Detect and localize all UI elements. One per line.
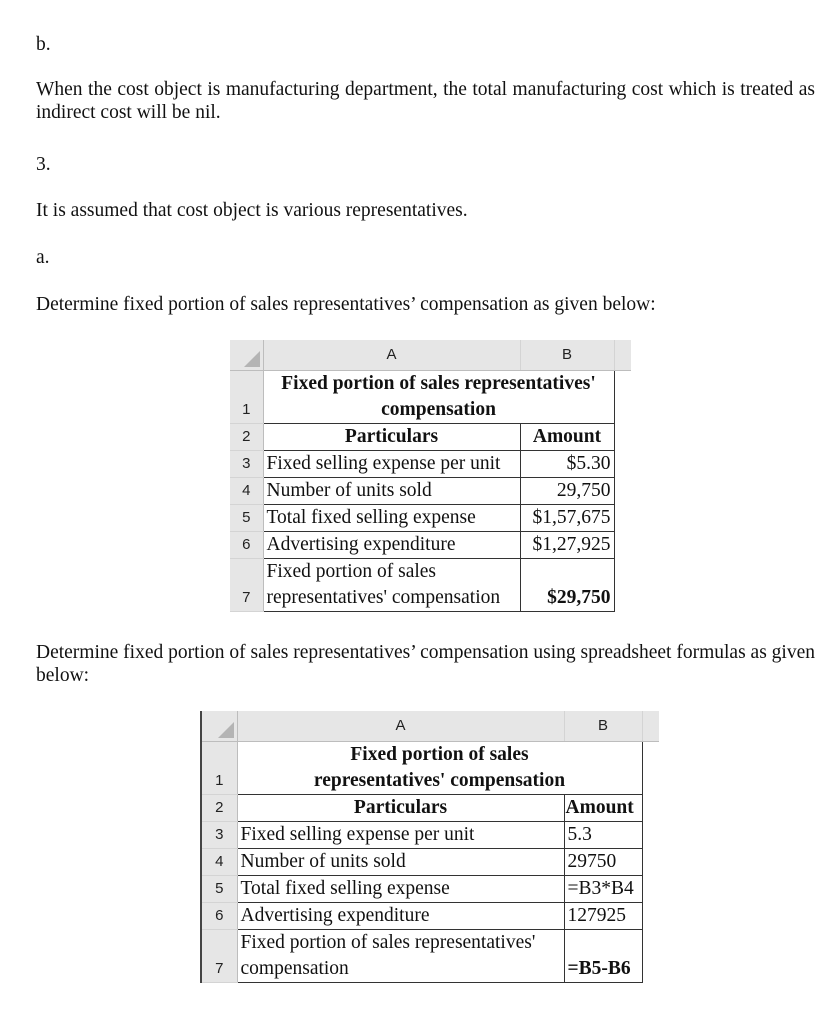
table-row bbox=[201, 876, 659, 903]
spreadsheet-values bbox=[230, 340, 631, 612]
table-row bbox=[201, 822, 659, 849]
row-header-5[interactable]: 5 bbox=[201, 876, 237, 903]
particular-cell[interactable]: Total fixed selling expense bbox=[263, 505, 520, 532]
row-header-6[interactable]: 6 bbox=[230, 532, 263, 559]
amount-cell[interactable]: 29,750 bbox=[520, 478, 614, 505]
particular-cell[interactable]: Fixed selling expense per unit bbox=[237, 822, 564, 849]
particular-cell[interactable]: Total fixed selling expense bbox=[237, 876, 564, 903]
paragraph-formula-intro: Determine fixed portion of sales representatives’ compensation using spreadsheet formulas as given below: bbox=[36, 642, 815, 686]
table-row bbox=[230, 559, 631, 612]
row-header-5[interactable]: 5 bbox=[230, 505, 263, 532]
table-title-cell[interactable]: Fixed portion of sales representatives' compensation bbox=[263, 371, 614, 424]
paragraph-3: It is assumed that cost object is various representatives. bbox=[36, 200, 468, 221]
column-header-a[interactable]: A bbox=[263, 340, 520, 371]
row-header-7[interactable]: 7 bbox=[230, 559, 263, 612]
row-header-1[interactable]: 1 bbox=[201, 742, 237, 795]
section-label-b: b. bbox=[36, 34, 51, 55]
spreadsheet-formulas bbox=[200, 711, 659, 983]
table-row bbox=[201, 930, 659, 983]
particular-cell[interactable]: Advertising expenditure bbox=[237, 903, 564, 930]
header-particulars[interactable]: Particulars bbox=[237, 795, 564, 822]
amount-cell[interactable]: $1,57,675 bbox=[520, 505, 614, 532]
column-header-b[interactable]: B bbox=[564, 711, 642, 742]
table-row bbox=[201, 903, 659, 930]
row-header-1[interactable]: 1 bbox=[230, 371, 263, 424]
header-particulars[interactable]: Particulars bbox=[263, 424, 520, 451]
paragraph-a: Determine fixed portion of sales representatives’ compensation as given below: bbox=[36, 294, 656, 315]
particular-cell[interactable]: Number of units sold bbox=[263, 478, 520, 505]
row-header-3[interactable]: 3 bbox=[230, 451, 263, 478]
select-all-corner[interactable] bbox=[201, 711, 237, 742]
column-header-b[interactable]: B bbox=[520, 340, 614, 371]
select-all-corner[interactable] bbox=[230, 340, 263, 371]
particular-cell[interactable]: Fixed selling expense per unit bbox=[263, 451, 520, 478]
section-label-a: a. bbox=[36, 247, 50, 268]
header-amount[interactable]: Amount bbox=[520, 424, 614, 451]
formula-cell[interactable]: 29750 bbox=[564, 849, 642, 876]
particular-cell[interactable]: Fixed portion of sales representatives' compensation bbox=[237, 930, 564, 983]
column-header-overflow bbox=[642, 711, 659, 742]
table-title-cell[interactable]: Fixed portion of sales representatives' compensation bbox=[237, 742, 642, 795]
formula-cell[interactable]: 127925 bbox=[564, 903, 642, 930]
amount-cell[interactable]: $5.30 bbox=[520, 451, 614, 478]
header-amount[interactable]: Amount bbox=[564, 795, 642, 822]
table-row bbox=[230, 478, 631, 505]
row-header-4[interactable]: 4 bbox=[201, 849, 237, 876]
amount-cell[interactable]: $1,27,925 bbox=[520, 532, 614, 559]
row-header-2[interactable]: 2 bbox=[230, 424, 263, 451]
result-amount-cell[interactable]: $29,750 bbox=[520, 559, 614, 612]
paragraph-b: When the cost object is manufacturing department, the total manufacturing cost which is treated as indirect cost will be nil. bbox=[36, 79, 815, 123]
section-label-3: 3. bbox=[36, 154, 51, 175]
table-row bbox=[230, 532, 631, 559]
particular-cell[interactable]: Fixed portion of sales representatives' compensation bbox=[263, 559, 520, 612]
formula-cell[interactable]: =B3*B4 bbox=[564, 876, 642, 903]
column-header-overflow bbox=[614, 340, 631, 371]
select-all-triangle-icon bbox=[244, 351, 260, 367]
row-header-2[interactable]: 2 bbox=[201, 795, 237, 822]
row-header-7[interactable]: 7 bbox=[201, 930, 237, 983]
row-header-6[interactable]: 6 bbox=[201, 903, 237, 930]
particular-cell[interactable]: Advertising expenditure bbox=[263, 532, 520, 559]
table-row bbox=[230, 451, 631, 478]
row-header-4[interactable]: 4 bbox=[230, 478, 263, 505]
table-row bbox=[230, 505, 631, 532]
particular-cell[interactable]: Number of units sold bbox=[237, 849, 564, 876]
table-row bbox=[201, 849, 659, 876]
formula-cell[interactable]: 5.3 bbox=[564, 822, 642, 849]
result-formula-cell[interactable]: =B5-B6 bbox=[564, 930, 642, 983]
row-header-3[interactable]: 3 bbox=[201, 822, 237, 849]
select-all-triangle-icon bbox=[218, 722, 234, 738]
column-header-a[interactable]: A bbox=[237, 711, 564, 742]
